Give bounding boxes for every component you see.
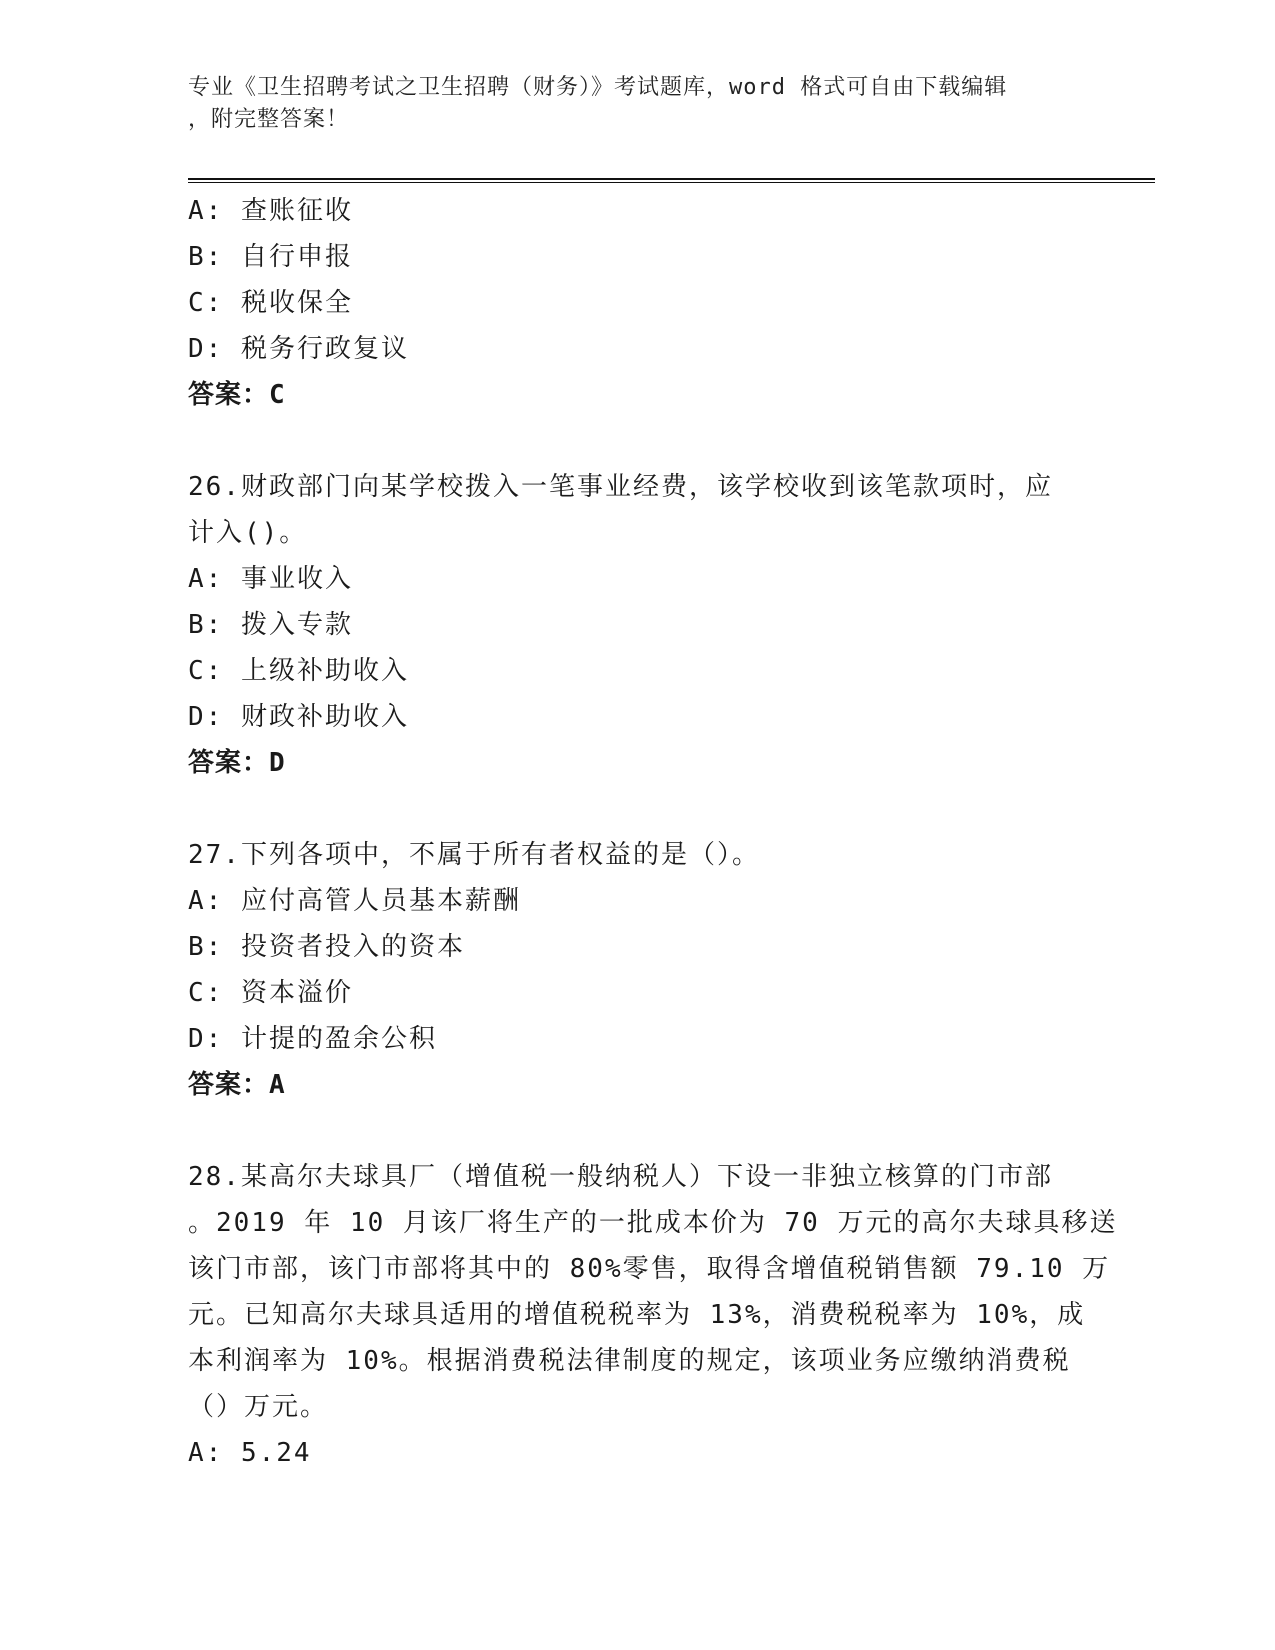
question-stem-line: 本利润率为 10%。根据消费税法律制度的规定，该项业务应缴纳消费税 — [188, 1346, 1071, 1376]
question-stem-line: 28.某高尔夫球具厂（增值税一般纳税人）下设一非独立核算的门市部 — [188, 1162, 1053, 1192]
question-block — [188, 464, 1088, 786]
option-a: A: 5.24 — [188, 1438, 312, 1468]
question-block — [188, 1154, 1118, 1476]
option-d: D: 计提的盈余公积 — [188, 1024, 437, 1054]
question-stem-line: 该门市部，该门市部将其中的 80%零售，取得含增值税销售额 79.10 万 — [188, 1254, 1111, 1284]
option-b: B: 自行申报 — [188, 242, 353, 272]
question-stem-line: 27.下列各项中，不属于所有者权益的是（）。 — [188, 840, 760, 870]
question-block — [188, 832, 1088, 1108]
answer-line: 答案：C — [188, 380, 286, 410]
question-stem-line: 计入()。 — [188, 518, 308, 548]
header-divider — [188, 178, 1155, 183]
answer-line: 答案：A — [188, 1070, 286, 1100]
option-a: A: 查账征收 — [188, 196, 353, 226]
question-stem-line: 元。已知高尔夫球具适用的增值税税率为 13%，消费税税率为 10%，成 — [188, 1300, 1086, 1330]
option-b: B: 投资者投入的资本 — [188, 932, 465, 962]
question-block — [188, 188, 1088, 418]
option-a: A: 事业收入 — [188, 564, 353, 594]
option-d: D: 税务行政复议 — [188, 334, 409, 364]
option-c: C: 上级补助收入 — [188, 656, 409, 686]
header-line-1: 专业《卫生招聘考试之卫生招聘（财务）》考试题库，word 格式可自由下载编辑 — [188, 75, 1008, 100]
question-stem-line: 26.财政部门向某学校拨入一笔事业经费，该学校收到该笔款项时，应 — [188, 472, 1053, 502]
answer-line: 答案：D — [188, 748, 286, 778]
question-stem-line: （）万元。 — [188, 1392, 329, 1422]
question-stem-line: 。2019 年 10 月该厂将生产的一批成本价为 70 万元的高尔夫球具移送 — [188, 1208, 1118, 1238]
option-d: D: 财政补助收入 — [188, 702, 409, 732]
option-c: C: 资本溢价 — [188, 978, 353, 1008]
question-list — [188, 188, 1118, 1476]
option-c: C: 税收保全 — [188, 288, 353, 318]
header-line-2: ，附完整答案！ — [188, 107, 350, 132]
document-header — [188, 72, 1068, 136]
option-b: B: 拨入专款 — [188, 610, 353, 640]
option-a: A: 应付高管人员基本薪酬 — [188, 886, 521, 916]
